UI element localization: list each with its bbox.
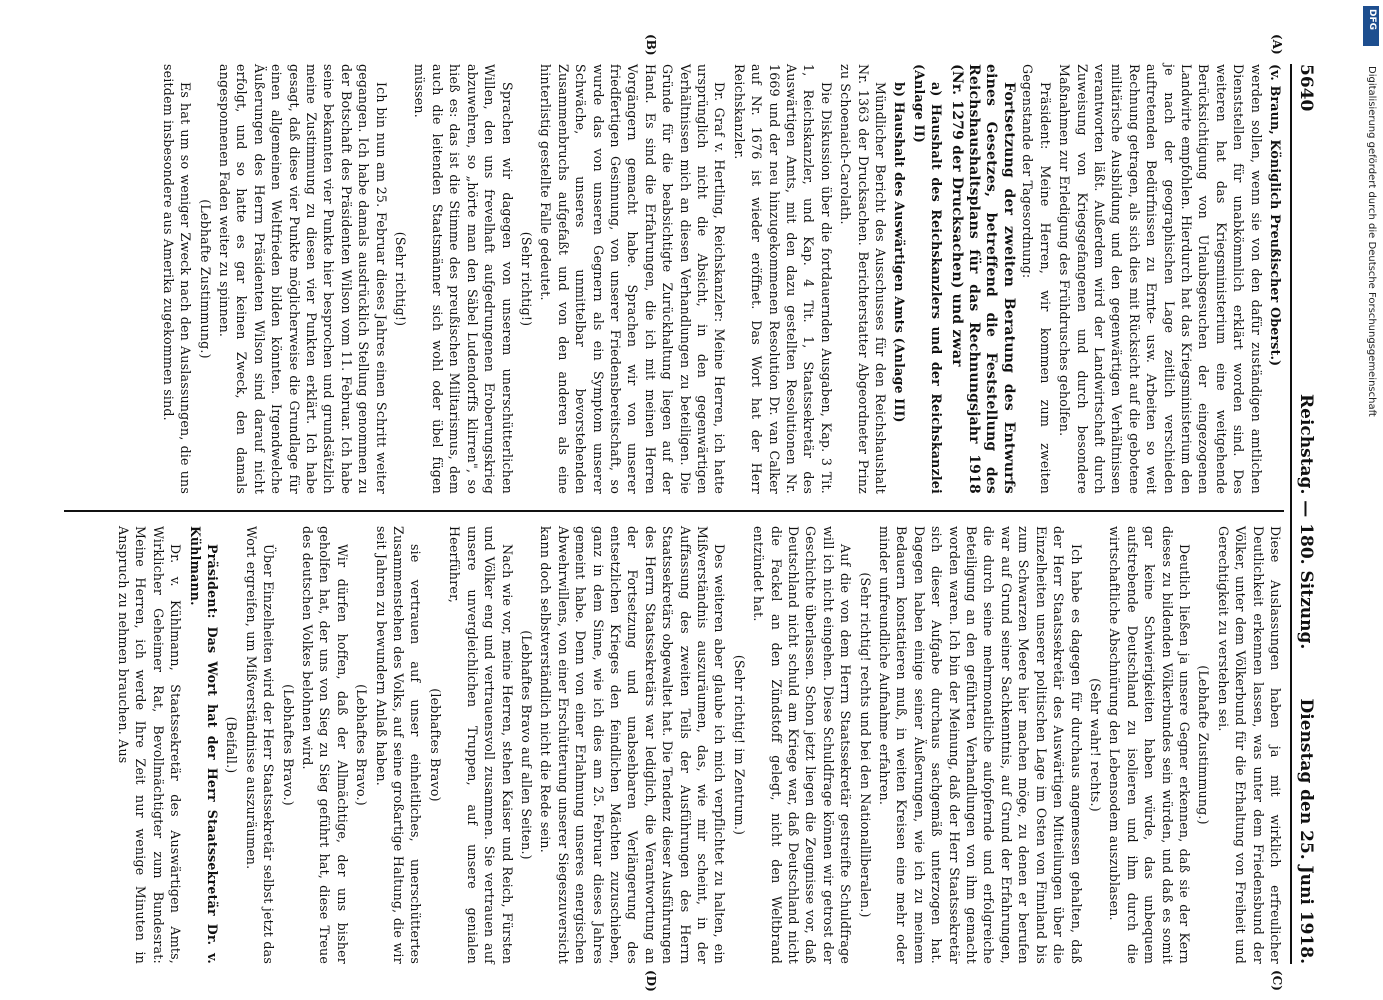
interjection: (Sehr richtig!) bbox=[518, 231, 534, 327]
paragraph: Ich bin nun am 25. Februar dieses Jahres einen Schritt weiter gegangen. Ich habe damals ausdrücklich Stellung genommen zu der Botschaft des Präsidenten Wilson vom 11. Februar. Ich habe seine bekannten vier Punkte hier besprochen und grundsätzlich meine Zustimmung zu diesen vier Punkten erklärt. Ich habe gesagt, daß diese vier Punkte möglicherweise die Grundlage für einen allgemeinen Weltfrieden bilden könnten. Irgendwelche Äußerungen des Herrn Präsidenten Wilson sind darauf nicht erfolgt, und so hatte es gar keinen Zweck, den damals angesponnenen Faden weiter zu spinnen. bbox=[217, 64, 389, 494]
margin-marker-c: (C) bbox=[1270, 970, 1284, 991]
paragraph: Auf die von dem Herrn Staatssekretär gestreifte Schuldfrage will ich nicht eingehen. Diese Schuldfrage können wir getrost der Geschichte überlassen. Schon jetzt liegen die Zeugnisse vor, daß Deutschland nicht schuld am Kriege war, daß Deutschland nicht die Fackel an den Zündstoff gelegt, nicht den Weltbrand entzündet hat. bbox=[751, 526, 854, 964]
header-date: Dienstag den 25. Juni 1918. bbox=[1296, 698, 1316, 964]
interjection: (Beifall.) bbox=[224, 716, 240, 774]
margin-marker-b: (B) bbox=[644, 34, 658, 56]
paragraph: werden sollen, wenn sie von den dafür zuständigen amtlichen Dienststellen für unabkömmlich erklärt worden sind. Des weiteren hat das Kriegsministerium eine weitgehende Berücksichtigung von Urlaubsgesuchen der eingezogenen Landwirte empfohlen. Hierdurch hat das Kriegsministerium den je nach der geographischen Lage zeitlich verschieden auftretenden Bedürfnissen zu Ernte- usw. Arbeiten so weit Rechnung getragen, als sich dies mit Rücksicht auf die gebotene militärische Ausbildung und den gegenwärtigen Verhältnissen verantworten läßt. Außerdem wird der Landwirtschaft durch Zuweisung von Kriegsgefangenen und durch besondere Maßnahmen zur Erledigung des Frühdrusches geholfen. bbox=[1057, 64, 1264, 494]
header-rule bbox=[1290, 64, 1292, 964]
agenda-item: Fortsetzung der zweiten Beratung des Entwurfs eines Gesetzes, betreffend die Feststellung des Reichshaushaltsplans für das Rechnungsjahr 1918 (Nr. 1279 der Drucksachen) und zwar bbox=[948, 64, 1017, 494]
right-column bbox=[113, 526, 1284, 964]
interjection: (Sehr richtig! rechts und bei den Nationalliberalen.) bbox=[857, 572, 873, 918]
margin-marker-a: (A) bbox=[1270, 34, 1284, 55]
paragraph-speech: Dr. Graf v. Hertling, Reichskanzler: Meine Herren, ich hatte ursprünglich nicht die Absicht, in den gegenwärtigen Verhältnissen mich an diesen Verhandlungen zu beteiligen. Die Gründe für die beabsichtigte Zurückhaltung liegen auf der Hand. Es sind die Erfahrungen, die ich mit meinen Herren Vorgängern gemacht habe. Sprachen wir von unserer friedfertigen Gesinnung, von unserer Friedensbereitschaft, so wurde das von unseren Gegnern als ein Symptom unserer Schwäche, unseres unmittelbar bevorstehenden Zusammenbruchs aufgefaßt und von den anderen als eine hinterlistig gestellte Falle gedeutet. bbox=[538, 64, 728, 494]
interjection: (Lebhaftes Bravo.) bbox=[354, 684, 370, 806]
paragraph-president: Präsident: Meine Herren, wir kommen zum zweiten Gegenstande der Tagesordnung: bbox=[1020, 64, 1053, 494]
interjection: (Lebhaftes Bravo auf allen Seiten.) bbox=[518, 630, 534, 860]
paragraph: Mündlicher Bericht des Ausschusses für den Reichshaushalt Nr. 1363 der Drucksachen. Berichterstatter Abgeordneter Prinz zu Schoenaich-Carolath. bbox=[838, 64, 889, 494]
paragraph: Es hat um so weniger Zweck nach den Auslassungen, die uns seitdem insbesondere aus Amerika zugekommen sind. bbox=[160, 64, 194, 494]
paragraph: Diese Auslassungen haben ja mit wirklich erfreulicher Deutlichkeit erkennen lassen, was unter dem Friedensbund der Völker, unter dem Völkerbund für die Erhaltung von Freiheit und Gerechtigkeit zu verstehen sei. bbox=[1215, 526, 1283, 964]
dfg-logo-text: DFG bbox=[1367, 9, 1377, 31]
digitization-text: Digitalisierung gefördert durch die Deutsche Forschungsgemeinschaft bbox=[1366, 66, 1377, 417]
interjection: (Lebhafte Zustimmung.) bbox=[1196, 665, 1212, 825]
header-title: Reichstag. — 180. Sitzung. bbox=[1296, 394, 1316, 650]
page-header bbox=[1292, 64, 1318, 964]
dfg-logo bbox=[1363, 6, 1379, 46]
page-number: 5640 bbox=[1296, 64, 1316, 112]
interjection: (Lebhafte Zustimmung.) bbox=[197, 199, 213, 359]
paragraph: Deutlich ließen ja unsere Gegner erkennen, daß sie der Kern dieses zu bildenden Völkerbundes sein würden, und daß es somit gar keine Schwierigkeiten haben würde, das unbequem aufstrebende Deutschland zu isolieren und ihm durch die wirtschaftliche Abschnürung den Lebensodem auszublasen. bbox=[1107, 526, 1192, 964]
margin-marker-d: (D) bbox=[644, 970, 658, 992]
paragraph-president: Präsident: Das Wort hat der Herr Staatssekretär Dr. v. Kühlmann. bbox=[187, 526, 221, 964]
interjection: (Sehr richtig! im Zentrum.) bbox=[731, 654, 747, 836]
interjection: (Lebhaftes Bravo.) bbox=[280, 684, 296, 806]
digitization-note bbox=[1357, 6, 1377, 996]
paragraph: Nach wie vor, meine Herren, stehen Kaiser und Reich, Fürsten und Völker eng und vertrauensvoll zusammen. Sie vertrauen auf unsere unvergleichlichen Truppen, auf unsere genialen Heerführer, bbox=[447, 526, 515, 964]
paragraph: Die Diskussion über die fortdauernden Ausgaben, Kap. 3 Tit. 1, Reichskanzler, und Kap. 4 Tit. 1, Staatssekretär des Auswärtigen Amts, mit den dazu gestellten Resolutionen Nr. 1669 und der neu hinzugekommenen Resolution Dr. van Calker auf Nr. 1676 ist wieder eröffnet. Das Wort hat der Herr Reichskanzler. bbox=[731, 64, 834, 494]
paragraph-speech: Dr. v. Kühlmann, Staatssekretär des Auswärtigen Amts, Wirklicher Geheimer Rat, Bevollmächtigter zum Bundesrat: Meine Herren, ich werde Ihre Zeit nur wenige Minuten in Anspruch zu nehmen brauchen. Aus bbox=[116, 526, 184, 964]
interjection: (lebhaftes Bravo) bbox=[427, 688, 443, 802]
speaker-line: (v. Braun, Königlich Preußischer Oberst.) bbox=[1268, 64, 1283, 367]
interjection: (Sehr wahr! rechts.) bbox=[1087, 678, 1103, 812]
document-page bbox=[58, 34, 1318, 992]
interjection: (Sehr richtig!) bbox=[393, 231, 409, 327]
agenda-sub-a: a) Haushalt des Reichskanzlers und der Reichskanzlei (Anlage II) bbox=[911, 64, 945, 494]
paragraph: Wir dürfen hoffen, daß der Allmächtige, der uns bisher geholfen hat, der uns von Sieg zu Sieg geführt hat, diese Treue des deutschen Volkes belohnen wird. bbox=[300, 526, 350, 964]
paragraph: Sprachen wir dagegen von unserem unerschütterlichen Willen, den uns frevelhaft aufgedrungenen Eroberungskrieg abzuwehren, so „hörte man den Säbel Ludendorffs klirren", so hieß es: das ist die Stimme des preußischen Militarismus, dem auch die leitenden Staatsmänner sich wohl oder übel fügen müssen. bbox=[412, 64, 515, 494]
left-column bbox=[157, 64, 1284, 494]
agenda-sub-b: b) Haushalt des Auswärtigen Amts (Anlage III) bbox=[892, 82, 908, 423]
column-divider bbox=[64, 510, 1284, 512]
paragraph: sie vertrauen auf unser einheitliches, unerschüttertes Zusammenstehen des Volks, auf seine großartige Haltung, die wir seit Jahren zu bewundern Anlaß haben. bbox=[373, 526, 424, 964]
paragraph: Ich habe es dagegen für durchaus angemessen gehalten, daß der Herr Staatssekretär des Auswärtigen Mitteilungen über die Einzelheiten unserer politischen Lage im Osten von Finnland bis zum Schwarzen Meere hier machen möge, zu denen er berufen war auf Grund seiner Sachkenntnis, auf Grund der Erfahrungen, die durch seine mehrmonatliche aufopfernde und erfolgreiche Beteiligung an den geführten Verhandlungen von ihm gemacht worden waren. Ich bin der Meinung, daß der Herr Staatssekretär sich dieser Aufgabe durchaus sachgemäß unterzogen hat. Dagegen haben einige seiner Äußerungen, wie ich zu meinem Bedauern konstatieren muß, in weiten Kreisen eine mehr oder minder unfreundliche Aufnahme erfahren. bbox=[877, 526, 1084, 964]
paragraph: Über Einzelheiten wird der Herr Staatssekretär selbst jetzt das Wort ergreifen, um Mißverständnisse auszuräumen. bbox=[243, 526, 277, 964]
paragraph: Des weiteren aber glaube ich mich verpflichtet zu halten, ein Mißverständnis auszuräumen, das, wie mir scheint, in der Auffassung des zweiten Teils der Ausführungen des Herrn Staatssekretärs obgewaltet hat. Die Tendenz dieser Ausführungen des Herrn Staatssekretärs war lediglich, die Verantwortung an der Fortsetzung und unabsehbaren Verlängerung des entsetzlichen Krieges den feindlichen Mächten zuzuschieben, ganz in dem Sinne, wie ich dies am 25. Februar dieses Jahres gemeint habe. Denn von einer Erlahmung unseres energischen Abwehrwillens, von einer Erschütterung unserer Siegeszuversicht kann doch selbstverständlich nicht die Rede sein. bbox=[538, 526, 728, 964]
